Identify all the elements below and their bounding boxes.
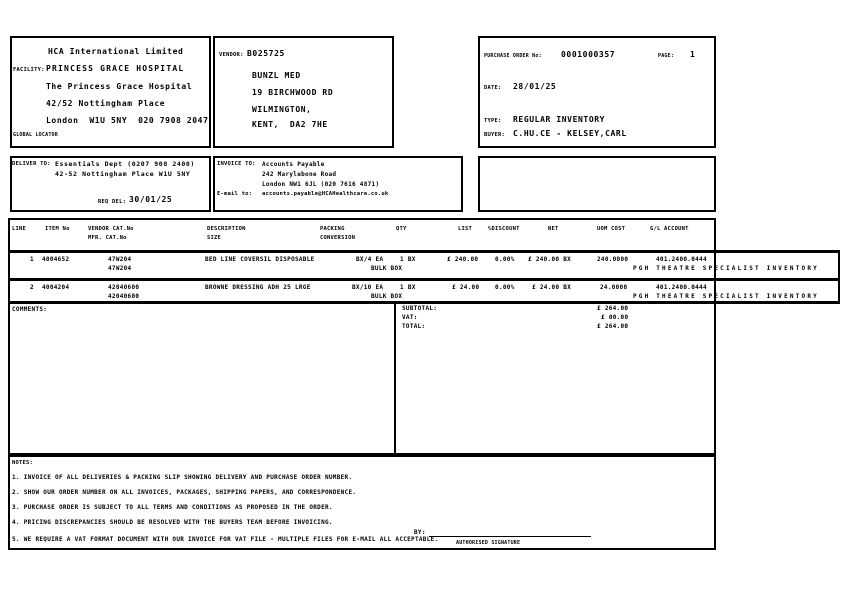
row1-description: BED LINE COVERSIL DISPOSABLE bbox=[205, 256, 315, 263]
vat-value: £ 00.00 bbox=[601, 314, 629, 321]
row1-gl-account: 401.2400.0444 bbox=[656, 256, 707, 263]
note-item-1: 1. INVOICE OF ALL DELIVERIES & PACKING SLIP SHOWING DELIVERY AND PURCHASE ORDER NUMBER. bbox=[12, 474, 353, 481]
blank-box bbox=[478, 156, 716, 212]
company-name: HCA International Limited bbox=[48, 47, 184, 56]
col-header-packing: PACKING bbox=[320, 226, 345, 232]
row2-mfr-cat: 42040600 bbox=[108, 293, 140, 300]
facility-label: FACILITY: bbox=[13, 67, 45, 73]
col-header-mfr-cat: MFR. CAT.No bbox=[88, 235, 127, 241]
row2-rule bbox=[8, 301, 840, 304]
comments-totals-divider bbox=[394, 301, 396, 455]
vendor-address-line1: 19 BIRCHWOOD RD bbox=[252, 88, 334, 97]
total-label: TOTAL: bbox=[402, 323, 426, 330]
vendor-name: BUNZL MED bbox=[252, 71, 301, 80]
subtotal-label: SUBTOTAL: bbox=[402, 305, 438, 312]
row1-mfr-cat: 47W204 bbox=[108, 265, 132, 272]
date-label: DATE: bbox=[484, 85, 502, 91]
line-items-box bbox=[8, 218, 716, 455]
buyer-value: C.HU.CE - KELSEY,CARL bbox=[513, 129, 627, 138]
by-label: BY: bbox=[414, 529, 426, 536]
deliver-line1: Essentials Dept (0207 908 2400) bbox=[55, 160, 195, 168]
type-label: TYPE: bbox=[484, 118, 502, 124]
buyer-label: BUYER: bbox=[484, 132, 506, 138]
col-header-conversion: CONVERSION bbox=[320, 235, 356, 241]
signature-line bbox=[429, 528, 591, 537]
invoice-to-label: INVOICE TO: bbox=[217, 161, 256, 167]
vendor-address-line2: WILMINGTON, bbox=[252, 105, 312, 114]
row2-qty: 1 BX bbox=[400, 284, 416, 291]
row1-packing: BX/4 EA bbox=[356, 256, 384, 263]
facility-name: PRINCESS GRACE HOSPITAL bbox=[46, 64, 185, 73]
facility-address-line3: London W1U 5NY 020 7908 2047 bbox=[46, 116, 209, 125]
row2-description: BROWNE DRESSING ADH 25 LRGE bbox=[205, 284, 311, 291]
deliver-line2: 42-52 Nottingham Place W1U 5NY bbox=[55, 170, 191, 178]
note-item-2: 2. SHOW OUR ORDER NUMBER ON ALL INVOICES, PACKAGES, SHIPPING PAPERS, AND CORRESPONDENCE. bbox=[12, 489, 357, 496]
authorised-signature-label: AUTHORISED SIGNATURE bbox=[456, 540, 521, 546]
col-header-line: LINE bbox=[12, 226, 27, 232]
vendor-code: B025725 bbox=[247, 49, 285, 58]
row1-list: £ 240.00 bbox=[447, 256, 479, 263]
col-header-uom-cost: UOM COST bbox=[597, 226, 626, 232]
date-value: 28/01/25 bbox=[513, 82, 557, 91]
row1-gl-account-desc: PGH THEATRE SPECIALIST INVENTORY bbox=[633, 265, 819, 272]
row2-gl-account-desc: PGH THEATRE SPECIALIST INVENTORY bbox=[633, 293, 819, 300]
row1-vendor-cat: 47W204 bbox=[108, 256, 132, 263]
po-number: 0001000357 bbox=[561, 50, 616, 59]
row1-conversion: BULK BOX bbox=[371, 265, 403, 272]
subtotal-value: £ 264.00 bbox=[597, 305, 629, 312]
invoice-line3: London NW1 6JL (020 7616 4871) bbox=[262, 181, 380, 188]
row2-gl-account: 401.2400.0444 bbox=[656, 284, 707, 291]
total-value: £ 264.00 bbox=[597, 323, 629, 330]
vendor-label: VENDOR: bbox=[219, 52, 244, 58]
row2-packing: BX/10 EA bbox=[352, 284, 384, 291]
note-item-5: 5. WE REQUIRE A VAT FORMAT DOCUMENT WITH OUR INVOICE FOR VAT FILE - MULTIPLE FILES FOR E-MAIL ALL ACCEPTABLE. bbox=[12, 536, 439, 543]
row1-discount: 0.00% bbox=[495, 256, 515, 263]
email-label: E-mail to: bbox=[217, 191, 253, 197]
overflow-right-rule bbox=[838, 250, 840, 303]
facility-address-line1: The Princess Grace Hospital bbox=[46, 82, 193, 91]
notes-label: NOTES: bbox=[12, 460, 34, 466]
col-header-vendor-cat: VENDOR CAT.No bbox=[88, 226, 134, 232]
note-item-3: 3. PURCHASE ORDER IS SUBJECT TO ALL TERMS AND CONDITIONS AS PROPOSED IN THE ORDER. bbox=[12, 504, 333, 511]
row1-line-no: 1 bbox=[30, 256, 34, 263]
row2-vendor-cat: 42040600 bbox=[108, 284, 140, 291]
vendor-address-line3: KENT, DA2 7HE bbox=[252, 120, 328, 129]
row2-uom-cost: 24.0000 bbox=[600, 284, 628, 291]
facility-footer-label: GLOBAL LOCATOR bbox=[13, 132, 58, 138]
page-value: 1 bbox=[690, 50, 696, 59]
vat-label: VAT: bbox=[402, 314, 418, 321]
email-value: accounts.payable@HCAHealthcare.co.uk bbox=[262, 191, 389, 197]
col-header-net: NET bbox=[548, 226, 559, 232]
row1-item-no: 4004652 bbox=[42, 256, 70, 263]
row1-rule bbox=[8, 278, 840, 281]
invoice-line1: Accounts Payable bbox=[262, 161, 325, 168]
row2-line-no: 2 bbox=[30, 284, 34, 291]
col-header-discount: %DISCOUNT bbox=[488, 226, 520, 232]
header-rule bbox=[8, 250, 840, 253]
row1-uom-cost: 240.0000 bbox=[597, 256, 629, 263]
col-header-list: LIST bbox=[458, 226, 473, 232]
comments-label: COMMENTS: bbox=[12, 306, 48, 313]
po-number-label: PURCHASE ORDER No: bbox=[484, 53, 542, 59]
col-header-qty: QTY bbox=[396, 226, 407, 232]
row1-net: £ 240.00 BX bbox=[528, 256, 572, 263]
col-header-item-no: ITEM No bbox=[45, 226, 70, 232]
col-header-description: DESCRIPTION bbox=[207, 226, 246, 232]
type-value: REGULAR INVENTORY bbox=[513, 115, 606, 124]
row2-net: £ 24.00 BX bbox=[532, 284, 572, 291]
note-item-4: 4. PRICING DISCREPANCIES SHOULD BE RESOLVED WITH THE BUYERS TEAM BEFORE INVOICING. bbox=[12, 519, 333, 526]
req-del-date: 30/01/25 bbox=[129, 195, 173, 204]
invoice-line2: 242 Marylebone Road bbox=[262, 171, 337, 178]
page-label: PAGE: bbox=[658, 53, 675, 59]
row1-qty: 1 BX bbox=[400, 256, 416, 263]
row2-item-no: 4004204 bbox=[42, 284, 70, 291]
row2-conversion: BULK BOX bbox=[371, 293, 403, 300]
facility-address-line2: 42/52 Nottingham Place bbox=[46, 99, 166, 108]
deliver-to-label: DELIVER TO: bbox=[12, 161, 51, 167]
col-header-size: SIZE bbox=[207, 235, 222, 241]
col-header-gl-account: G/L ACCOUNT bbox=[650, 226, 689, 232]
row2-list: £ 24.00 bbox=[452, 284, 480, 291]
row2-discount: 0.00% bbox=[495, 284, 515, 291]
req-del-label: REQ DEL: bbox=[98, 199, 127, 205]
